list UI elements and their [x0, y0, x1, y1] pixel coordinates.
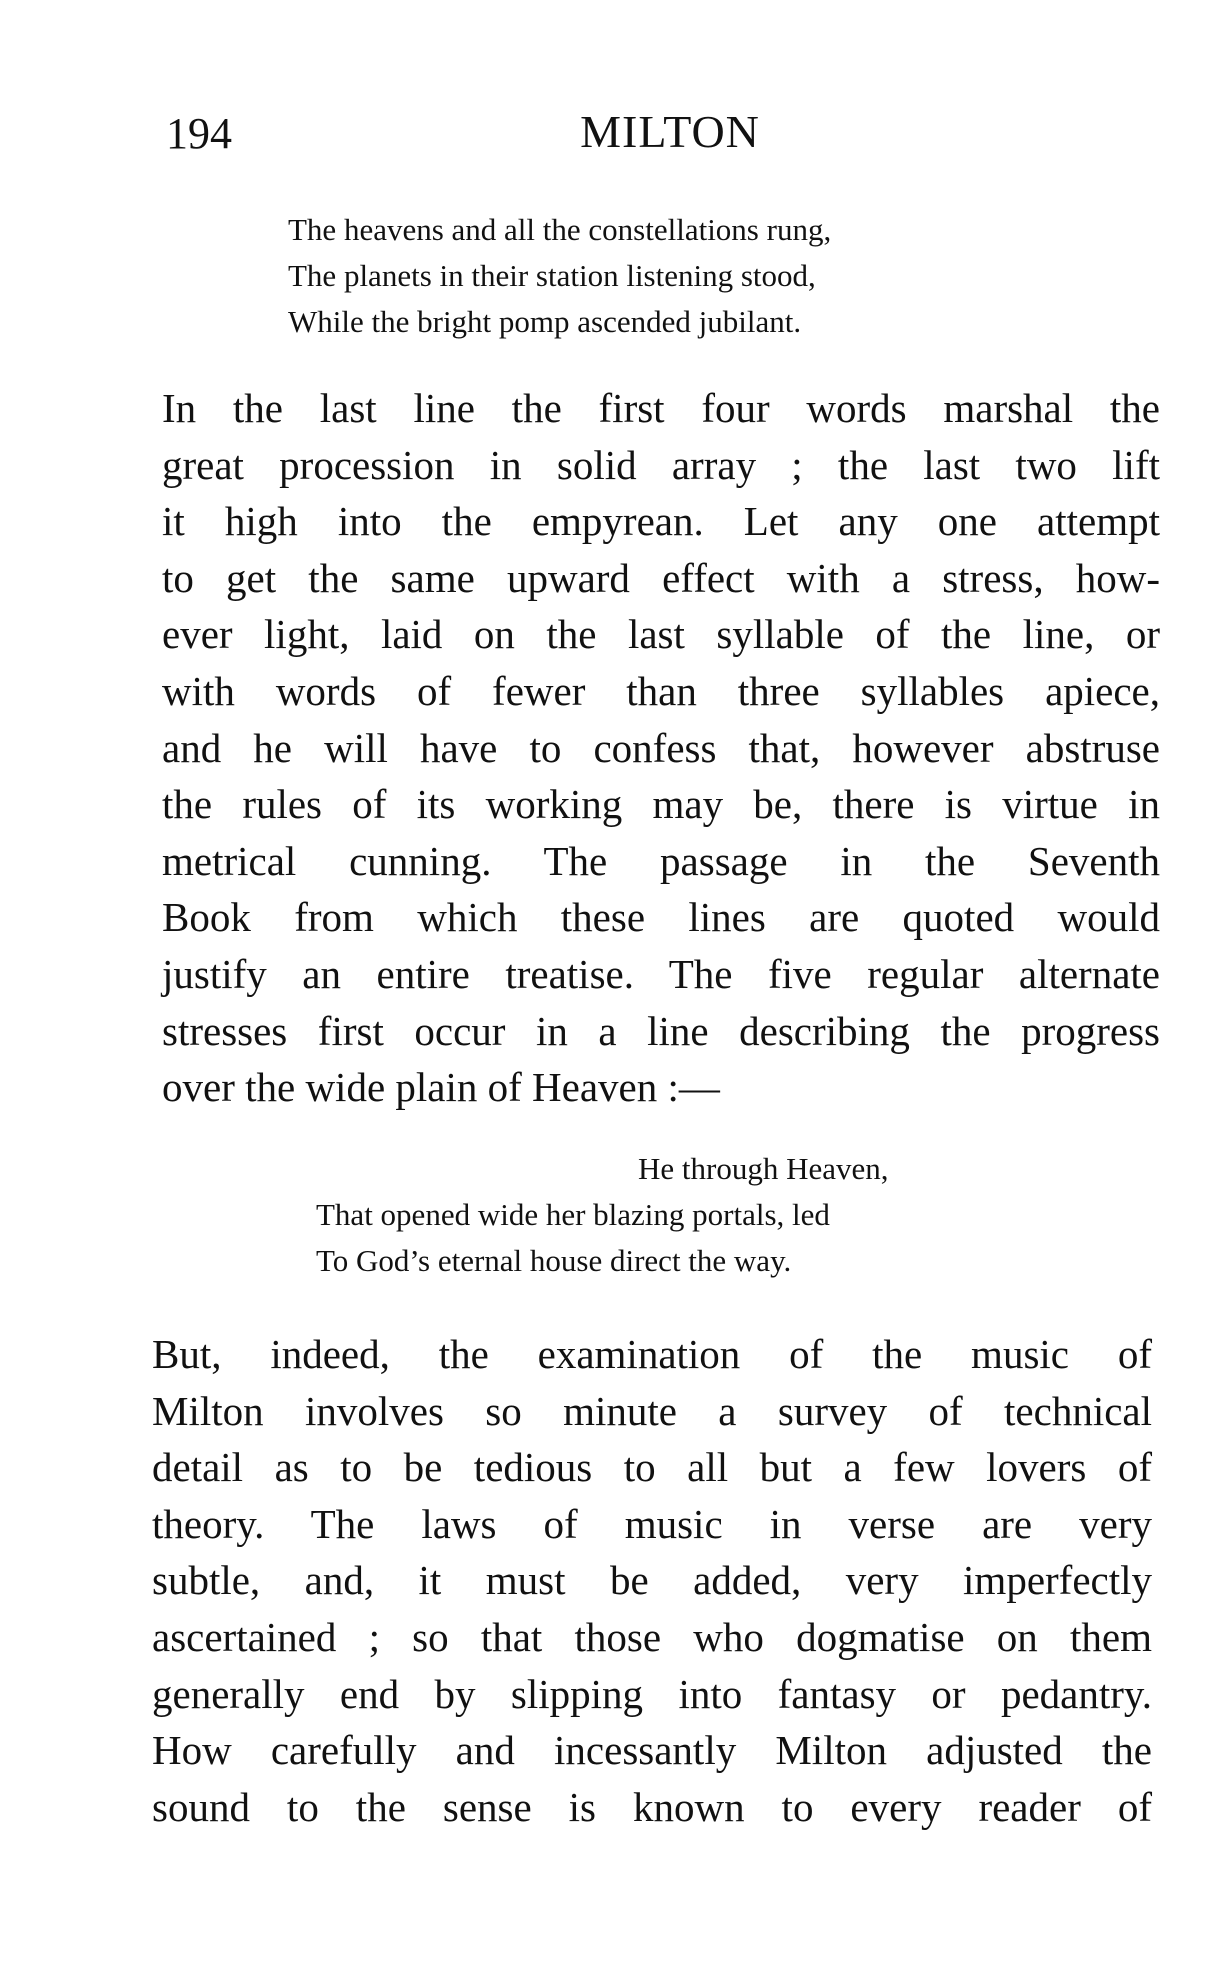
text-line: ever light, laid on the last syllable of the line, or [162, 611, 1160, 658]
running-title: MILTON [580, 106, 760, 157]
text-line: The heavens and all the constellations rung, [288, 212, 832, 247]
text-line: with words of fewer than three syllables apiece, [162, 667, 1160, 714]
body-paragraph-2 [152, 1326, 1152, 1835]
text-line: Book from which these lines are quoted would [162, 894, 1160, 941]
body-paragraph-1 [162, 380, 1160, 1116]
text-line: But, indeed, the examination of the music of [152, 1331, 1152, 1377]
text-line: ascertained ; so that those who dogmatise on them [152, 1613, 1152, 1660]
text-line: to get the same upward effect with a stress, how- [162, 554, 1160, 601]
text-line: How carefully and incessantly Milton adjusted the [152, 1727, 1152, 1774]
text-line: generally end by slipping into fantasy or pedantry. [152, 1670, 1152, 1717]
text-line: justify an entire treatise. The five regular alternate [162, 950, 1160, 997]
text-line: stresses first occur in a line describing the progress [162, 1007, 1160, 1054]
text-line: detail as to be tedious to all but a few lovers of [152, 1444, 1152, 1491]
text-line: over the wide plain of Heaven :— [162, 1064, 720, 1111]
text-line: The planets in their station listening stood, [288, 258, 816, 293]
text-line: great procession in solid array ; the last two lift [162, 441, 1160, 488]
text-line: metrical cunning. The passage in the Seventh [162, 837, 1160, 884]
text-line: While the bright pomp ascended jubilant. [288, 304, 802, 339]
verse-quotation-1 [288, 207, 831, 345]
text-line: the rules of its working may be, there is virtue in [162, 781, 1160, 828]
text-line: sound to the sense is known to every reader of [152, 1783, 1152, 1830]
text-line: it high into the empyrean. Let any one attempt [162, 498, 1160, 545]
text-line: theory. The laws of music in verse are very [152, 1500, 1152, 1547]
text-line: and he will have to confess that, however abstruse [162, 724, 1160, 771]
text-line: That opened wide her blazing portals, led [316, 1197, 830, 1232]
text-line: To God’s eternal house direct the way. [316, 1243, 792, 1278]
text-line: In the last line the first four words marshal the [162, 385, 1160, 431]
text-line: Milton involves so minute a survey of technical [152, 1387, 1152, 1434]
text-line: subtle, and, it must be added, very imperfectly [152, 1557, 1152, 1604]
verse-quotation-2 [316, 1146, 889, 1284]
page-number: 194 [166, 109, 232, 158]
text-line: He through Heaven, [638, 1151, 889, 1186]
